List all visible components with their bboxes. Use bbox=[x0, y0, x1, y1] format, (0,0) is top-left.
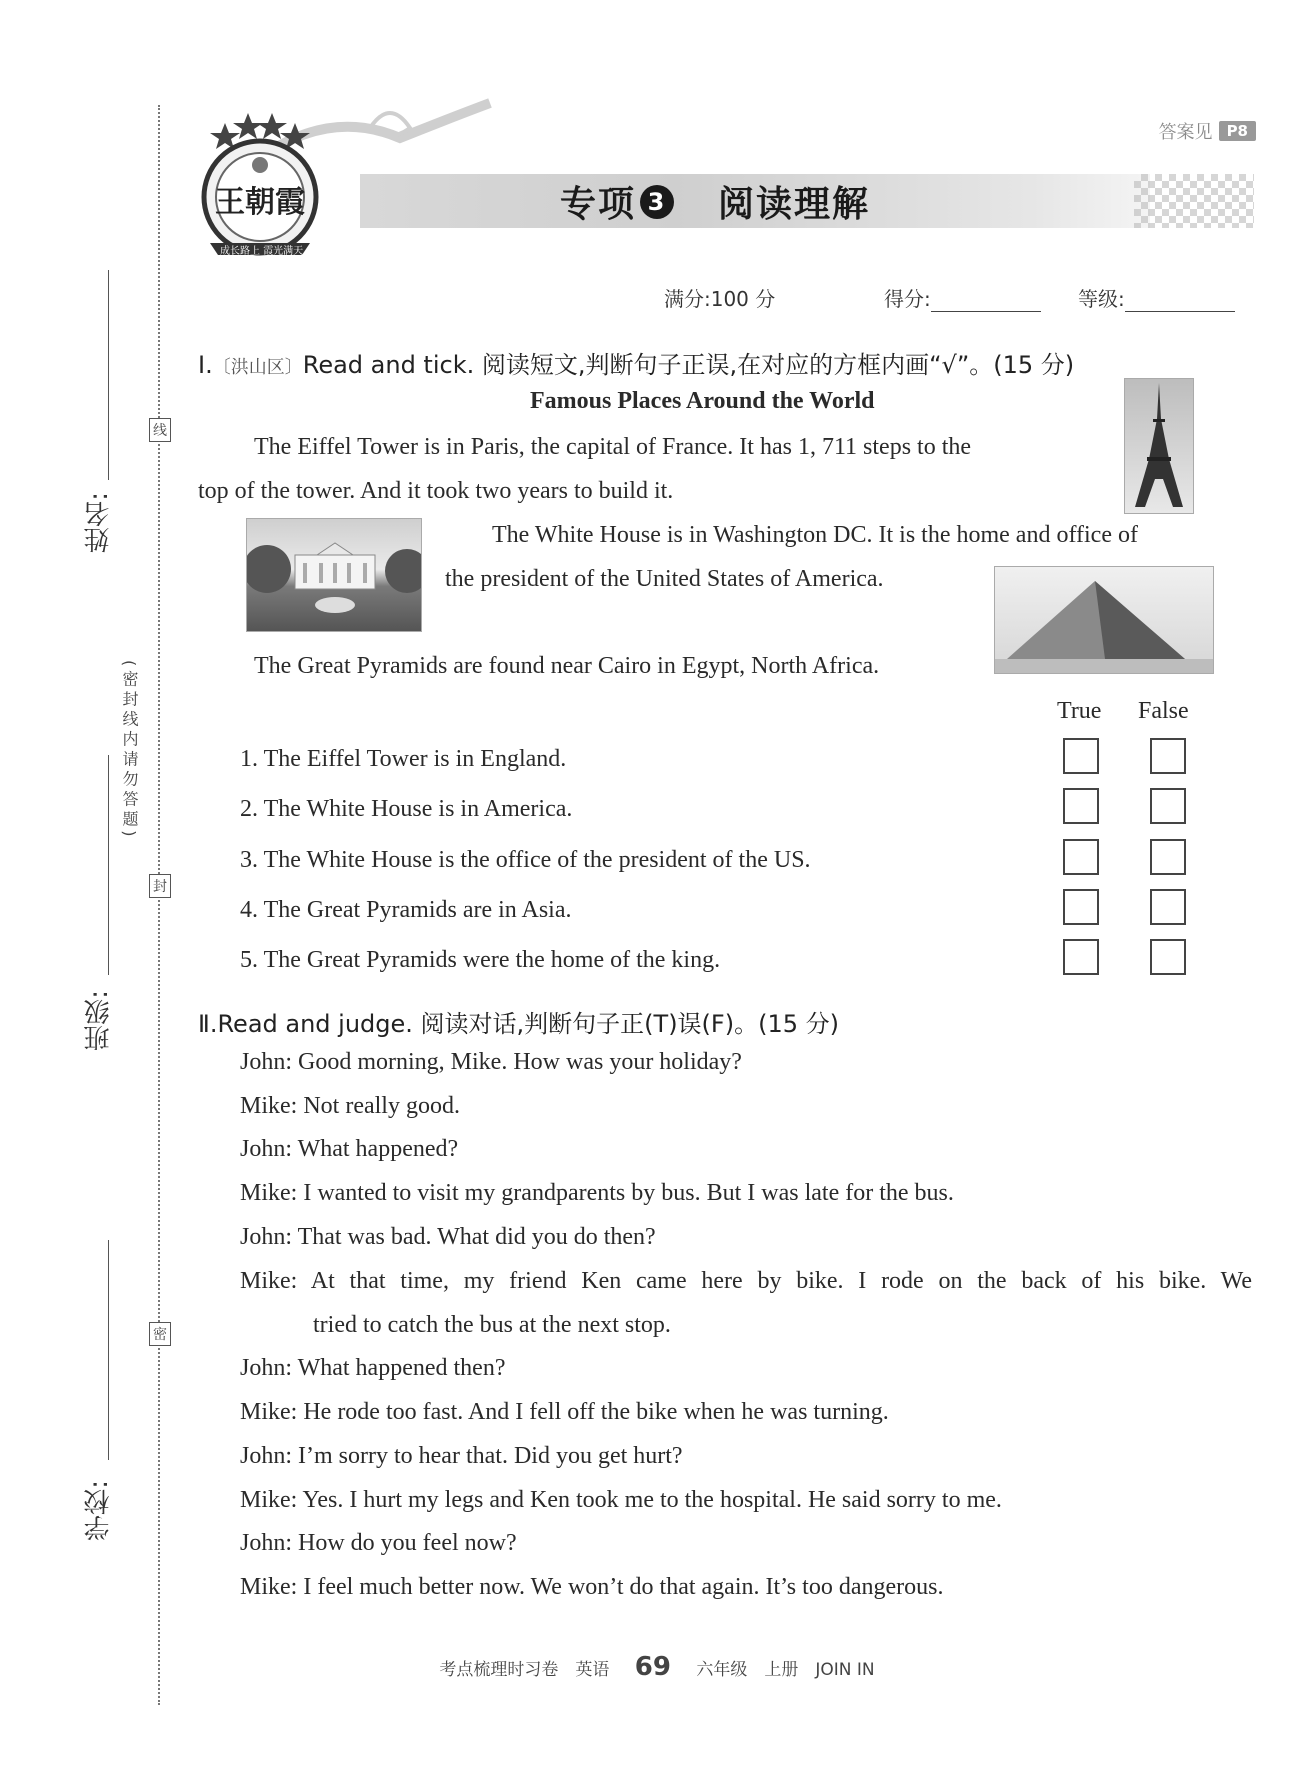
grade-blank[interactable] bbox=[1125, 291, 1235, 312]
section-title bbox=[560, 176, 870, 227]
true-header: True bbox=[1057, 698, 1102, 724]
question-4: 4. The Great Pyramids are in Asia. bbox=[240, 897, 572, 923]
name-field[interactable] bbox=[108, 270, 109, 480]
full-marks: 满分:100 分 bbox=[664, 287, 776, 311]
part1-instruction: Read and tick. 阅读短文,判断句子正误,在对应的方框内画“√”。(15 分) bbox=[302, 351, 1075, 379]
q5-false-checkbox[interactable] bbox=[1150, 939, 1186, 975]
section-number: 3 bbox=[640, 185, 674, 219]
white-house-image bbox=[246, 518, 422, 632]
publisher-logo bbox=[190, 105, 330, 265]
answer-ref-page: P8 bbox=[1219, 121, 1256, 141]
seal-note: (密封线内请勿答题) bbox=[120, 660, 139, 841]
footer-right: 六年级 上册 JOIN IN bbox=[696, 1660, 875, 1680]
class-field[interactable] bbox=[108, 755, 109, 975]
dialogue-line: Mike: Not really good. bbox=[240, 1093, 460, 1119]
score-blank[interactable] bbox=[931, 291, 1041, 312]
name-label: 姓名: bbox=[84, 492, 114, 553]
p1-line2: top of the tower. And it took two years to build it. bbox=[198, 478, 674, 504]
p2-line1: The White House is in Washington DC. It is the home and office of bbox=[492, 522, 1138, 548]
school-field[interactable] bbox=[108, 1240, 109, 1460]
question-5: 5. The Great Pyramids were the home of the king. bbox=[240, 947, 721, 973]
school-label: 学校: bbox=[84, 1480, 114, 1541]
footer-left: 考点梳理时习卷 英语 bbox=[439, 1660, 610, 1680]
dialogue-line: Mike: I wanted to visit my grandparents by bus. But I was late for the bus. bbox=[240, 1180, 954, 1206]
part1-region: 〔洪山区〕 bbox=[212, 357, 303, 378]
dialogue-line-continued: tried to catch the bus at the next stop. bbox=[313, 1312, 671, 1338]
seal-marker-feng: 封 bbox=[149, 874, 171, 898]
part2-instruction: Read and judge. 阅读对话,判断句子正(T)误(F)。(15 分) bbox=[217, 1010, 839, 1038]
logo-slogan: 成长路上 霞光满天 bbox=[220, 246, 304, 257]
eiffel-tower-image bbox=[1124, 378, 1194, 514]
part1-numeral: Ⅰ. bbox=[198, 351, 213, 379]
dialogue-line: John: What happened then? bbox=[240, 1355, 506, 1381]
p3-line1: The Great Pyramids are found near Cairo in Egypt, North Africa. bbox=[254, 653, 880, 679]
dialogue-line: Mike: At that time, my friend Ken came here by bike. I rode on the back of his bike. We bbox=[240, 1268, 1252, 1294]
dialogue-line: John: That was bad. What did you do then? bbox=[240, 1224, 656, 1250]
section-name: 阅读理解 bbox=[718, 184, 871, 225]
answer-ref-label: 答案见 bbox=[1158, 122, 1213, 143]
passage-title: Famous Places Around the World bbox=[530, 388, 875, 414]
dialogue-line: Mike: I feel much better now. We won’t do that again. It’s too dangerous. bbox=[240, 1574, 944, 1600]
class-label: 班级: bbox=[84, 990, 114, 1051]
q3-true-checkbox[interactable] bbox=[1063, 839, 1099, 875]
score-field bbox=[884, 283, 1041, 312]
seal-marker-xian: 线 bbox=[149, 418, 171, 442]
page-number: 69 bbox=[634, 1652, 671, 1682]
logo-text: 王朝霞 bbox=[215, 185, 305, 220]
q1-true-checkbox[interactable] bbox=[1063, 738, 1099, 774]
seal-marker-mi: 密 bbox=[149, 1322, 171, 1346]
question-1: 1. The Eiffel Tower is in England. bbox=[240, 746, 567, 772]
p1-line1: The Eiffel Tower is in Paris, the capital of France. It has 1, 711 steps to the bbox=[254, 434, 972, 460]
grade-label: 等级: bbox=[1078, 287, 1125, 311]
q4-false-checkbox[interactable] bbox=[1150, 889, 1186, 925]
checker-pattern bbox=[1134, 174, 1254, 228]
question-2: 2. The White House is in America. bbox=[240, 796, 573, 822]
part2-numeral: Ⅱ. bbox=[198, 1010, 218, 1038]
dialogue-line: Mike: Yes. I hurt my legs and Ken took me to the hospital. He said sorry to me. bbox=[240, 1487, 1002, 1513]
p2-line2: the president of the United States of America. bbox=[445, 566, 884, 592]
q2-false-checkbox[interactable] bbox=[1150, 788, 1186, 824]
dialogue-line: John: What happened? bbox=[240, 1136, 459, 1162]
pyramid-image bbox=[994, 566, 1214, 674]
false-header: False bbox=[1138, 698, 1189, 724]
dialogue-line: John: I’m sorry to hear that. Did you get hurt? bbox=[240, 1443, 683, 1469]
q3-false-checkbox[interactable] bbox=[1150, 839, 1186, 875]
q2-true-checkbox[interactable] bbox=[1063, 788, 1099, 824]
page-footer bbox=[0, 1652, 1314, 1682]
dialogue-line: Mike: He rode too fast. And I fell off the bike when he was turning. bbox=[240, 1399, 889, 1425]
answer-reference bbox=[1159, 118, 1256, 144]
section-prefix: 专项 bbox=[560, 184, 637, 225]
part2-heading bbox=[198, 1004, 839, 1039]
dialogue-line: John: Good morning, Mike. How was your holiday? bbox=[240, 1049, 742, 1075]
question-3: 3. The White House is the office of the president of the US. bbox=[240, 847, 811, 873]
dialogue-line: John: How do you feel now? bbox=[240, 1530, 517, 1556]
part1-heading bbox=[198, 345, 1074, 380]
q5-true-checkbox[interactable] bbox=[1063, 939, 1099, 975]
grade-field bbox=[1078, 283, 1235, 312]
q1-false-checkbox[interactable] bbox=[1150, 738, 1186, 774]
q4-true-checkbox[interactable] bbox=[1063, 889, 1099, 925]
binding-dotted-line bbox=[158, 105, 160, 1705]
score-label: 得分: bbox=[884, 287, 931, 311]
